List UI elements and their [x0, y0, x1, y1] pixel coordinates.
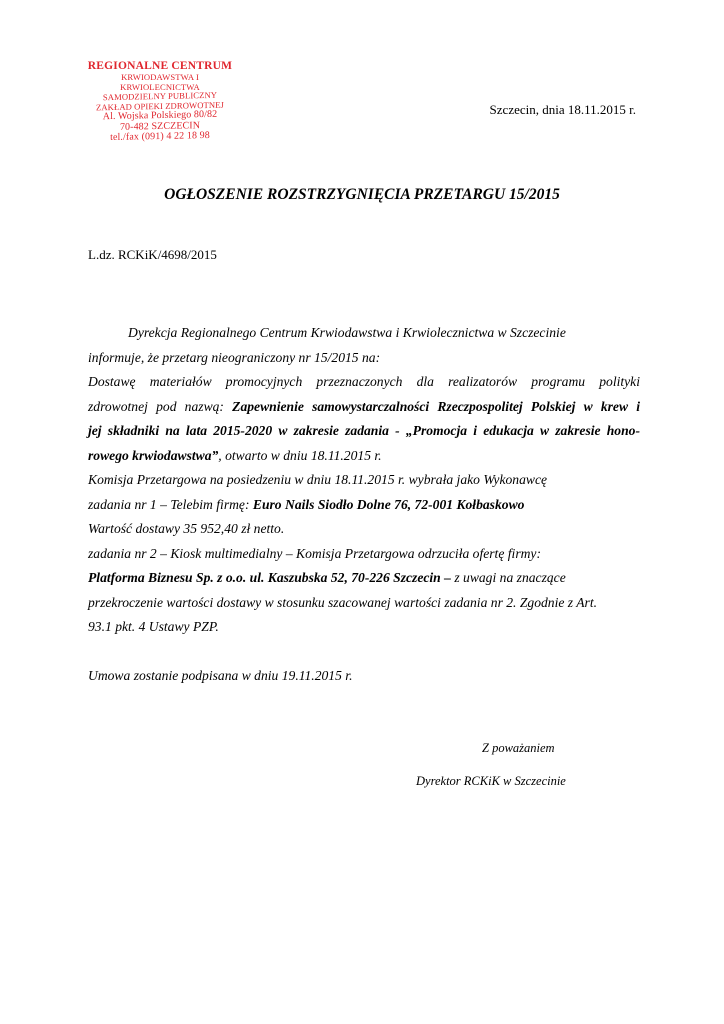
stamp-line-name: REGIONALNE CENTRUM	[87, 60, 233, 72]
closing-greeting: Z poważaniem	[482, 741, 555, 755]
body-line: Umowa zostanie podpisana w dniu 19.11.2015 r.	[88, 668, 353, 683]
document-date: Szczecin, dnia 18.11.2015 r.	[489, 102, 636, 117]
winner-company: Euro Nails Siodło Dolne 76, 72-001 Kołbaskowo	[252, 496, 525, 512]
body-line: 93.1 pkt. 4 Ustawy PZP.	[88, 619, 219, 634]
body-text-span: , otwarto w dniu 18.11.2015 r.	[218, 447, 382, 463]
institution-stamp	[82, 60, 238, 143]
body-line: przekroczenie wartości dostawy w stosunku szacowanej wartości zadania nr 2. Zgodnie z Art.	[88, 594, 598, 610]
body-line: zadania nr 2 – Kiosk multimedialny – Komisja Przetargowa odrzuciła ofertę firmy:	[88, 545, 541, 561]
stamp-line-phone: tel./fax (091) 4 22 18 98	[110, 130, 210, 144]
stamp-line-subtitle: KRWIODAWSTWA I KRWIOLECNICTWA	[120, 72, 200, 92]
body-line: informuje, że przetarg nieograniczony nr 15/2015 na:	[88, 349, 381, 365]
program-name-cont: jej składniki na lata 2015-2020 w zakresie zadania - „Promocja i edukacja w zakresie hono-	[88, 423, 640, 438]
body-line: Wartość dostawy 35 952,40 zł netto.	[88, 521, 285, 536]
body-line: Dostawę materiałów promocyjnych przeznaczonych dla realizatorów programu polityki	[88, 374, 640, 389]
stamp-line-org: ZAKŁAD OPIEKI ZDROWOTNEJ	[96, 99, 224, 113]
body-line	[88, 493, 640, 518]
body-line: Dyrekcja Regionalnego Centrum Krwiodawstwa i Krwiolecznictwa w Szczecinie	[128, 325, 566, 340]
body-line	[88, 444, 640, 469]
body-text-span: z uwagi na znaczące	[450, 570, 566, 585]
body-line	[88, 566, 640, 591]
program-name: Zapewnienie samowystarczalności Rzeczpospolitej Polskiej w krew i	[232, 398, 640, 414]
body-text-span: zadania nr 1 – Telebim firmę:	[88, 496, 253, 512]
document-body	[88, 321, 640, 689]
body-text-span: zdrowotnej pod nazwą:	[88, 398, 233, 414]
stamp-line-city: 70-482 SZCZECIN	[119, 120, 201, 133]
program-name-end: rowego krwiodawstwa”	[88, 447, 219, 463]
signatory: Dyrektor RCKiK w Szczecinie	[416, 774, 566, 788]
stamp-line-street: Al. Wojska Polskiego 80/82	[102, 109, 218, 123]
rejected-company: Platforma Biznesu Sp. z o.o. ul. Kaszubska 52, 70-226 Szczecin –	[88, 570, 451, 585]
body-line: Komisja Przetargowa na posiedzeniu w dniu 18.11.2015 r. wybrała jako Wykonawcę	[88, 472, 548, 487]
reference-number: L.dz. RCKiK/4698/2015	[88, 247, 217, 262]
body-line	[88, 395, 640, 420]
stamp-line-type: SAMODZIELNY PUBLICZNY	[102, 89, 218, 103]
document-title: OGŁOSZENIE ROZSTRZYGNIĘCIA PRZETARGU 15/2015	[164, 186, 560, 203]
